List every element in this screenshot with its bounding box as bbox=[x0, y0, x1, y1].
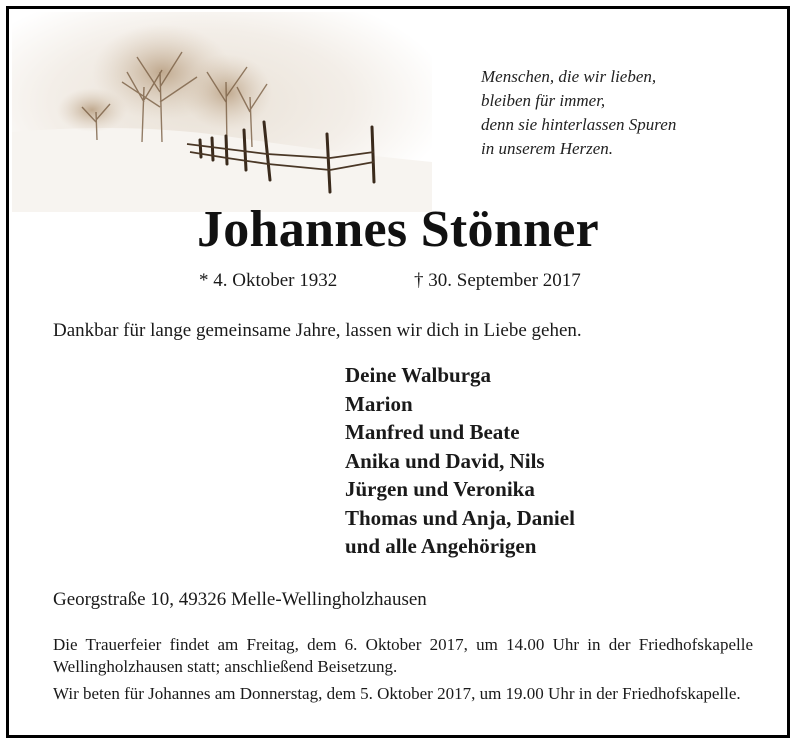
family-member: Marion bbox=[345, 391, 413, 416]
poem-line: in unserem Herzen. bbox=[481, 139, 614, 158]
winter-fence-image bbox=[12, 12, 432, 212]
poem-line: Menschen, die wir lieben, bbox=[481, 67, 657, 86]
poem-quote bbox=[481, 65, 781, 161]
prayer-info: Wir beten für Johannes am Donnerstag, dem 5. Oktober 2017, um 19.00 Uhr in der Friedhofskapelle. bbox=[53, 684, 741, 703]
birth-date: * 4. Oktober 1932 bbox=[199, 270, 338, 291]
family-member: Jürgen und Veronika bbox=[345, 477, 535, 501]
deceased-name: Johannes Stönner bbox=[196, 201, 600, 258]
family-member: Anika und David, Nils bbox=[345, 448, 545, 473]
family-member: und alle Angehörigen bbox=[345, 534, 537, 558]
obituary-frame bbox=[6, 6, 790, 738]
family-list bbox=[345, 361, 575, 561]
family-member: Manfred und Beate bbox=[345, 420, 520, 444]
poem-line: denn sie hinterlassen Spuren bbox=[481, 115, 677, 134]
poem-line: bleiben für immer, bbox=[481, 91, 606, 110]
address: Georgstraße 10, 49326 Melle-Wellingholzhausen bbox=[53, 589, 427, 610]
death-date: † 30. September 2017 bbox=[414, 270, 581, 291]
family-member: Deine Walburga bbox=[345, 363, 492, 387]
family-member: Thomas und Anja, Daniel bbox=[345, 505, 575, 530]
gratitude-text: Dankbar für lange gemeinsame Jahre, lassen wir dich in Liebe gehen. bbox=[53, 320, 582, 341]
funeral-info: Die Trauerfeier findet am Freitag, dem 6. Oktober 2017, um 14.00 Uhr in der Friedhofskapelle Wellingholzhausen statt; anschließend Beisetzung. bbox=[53, 635, 753, 676]
